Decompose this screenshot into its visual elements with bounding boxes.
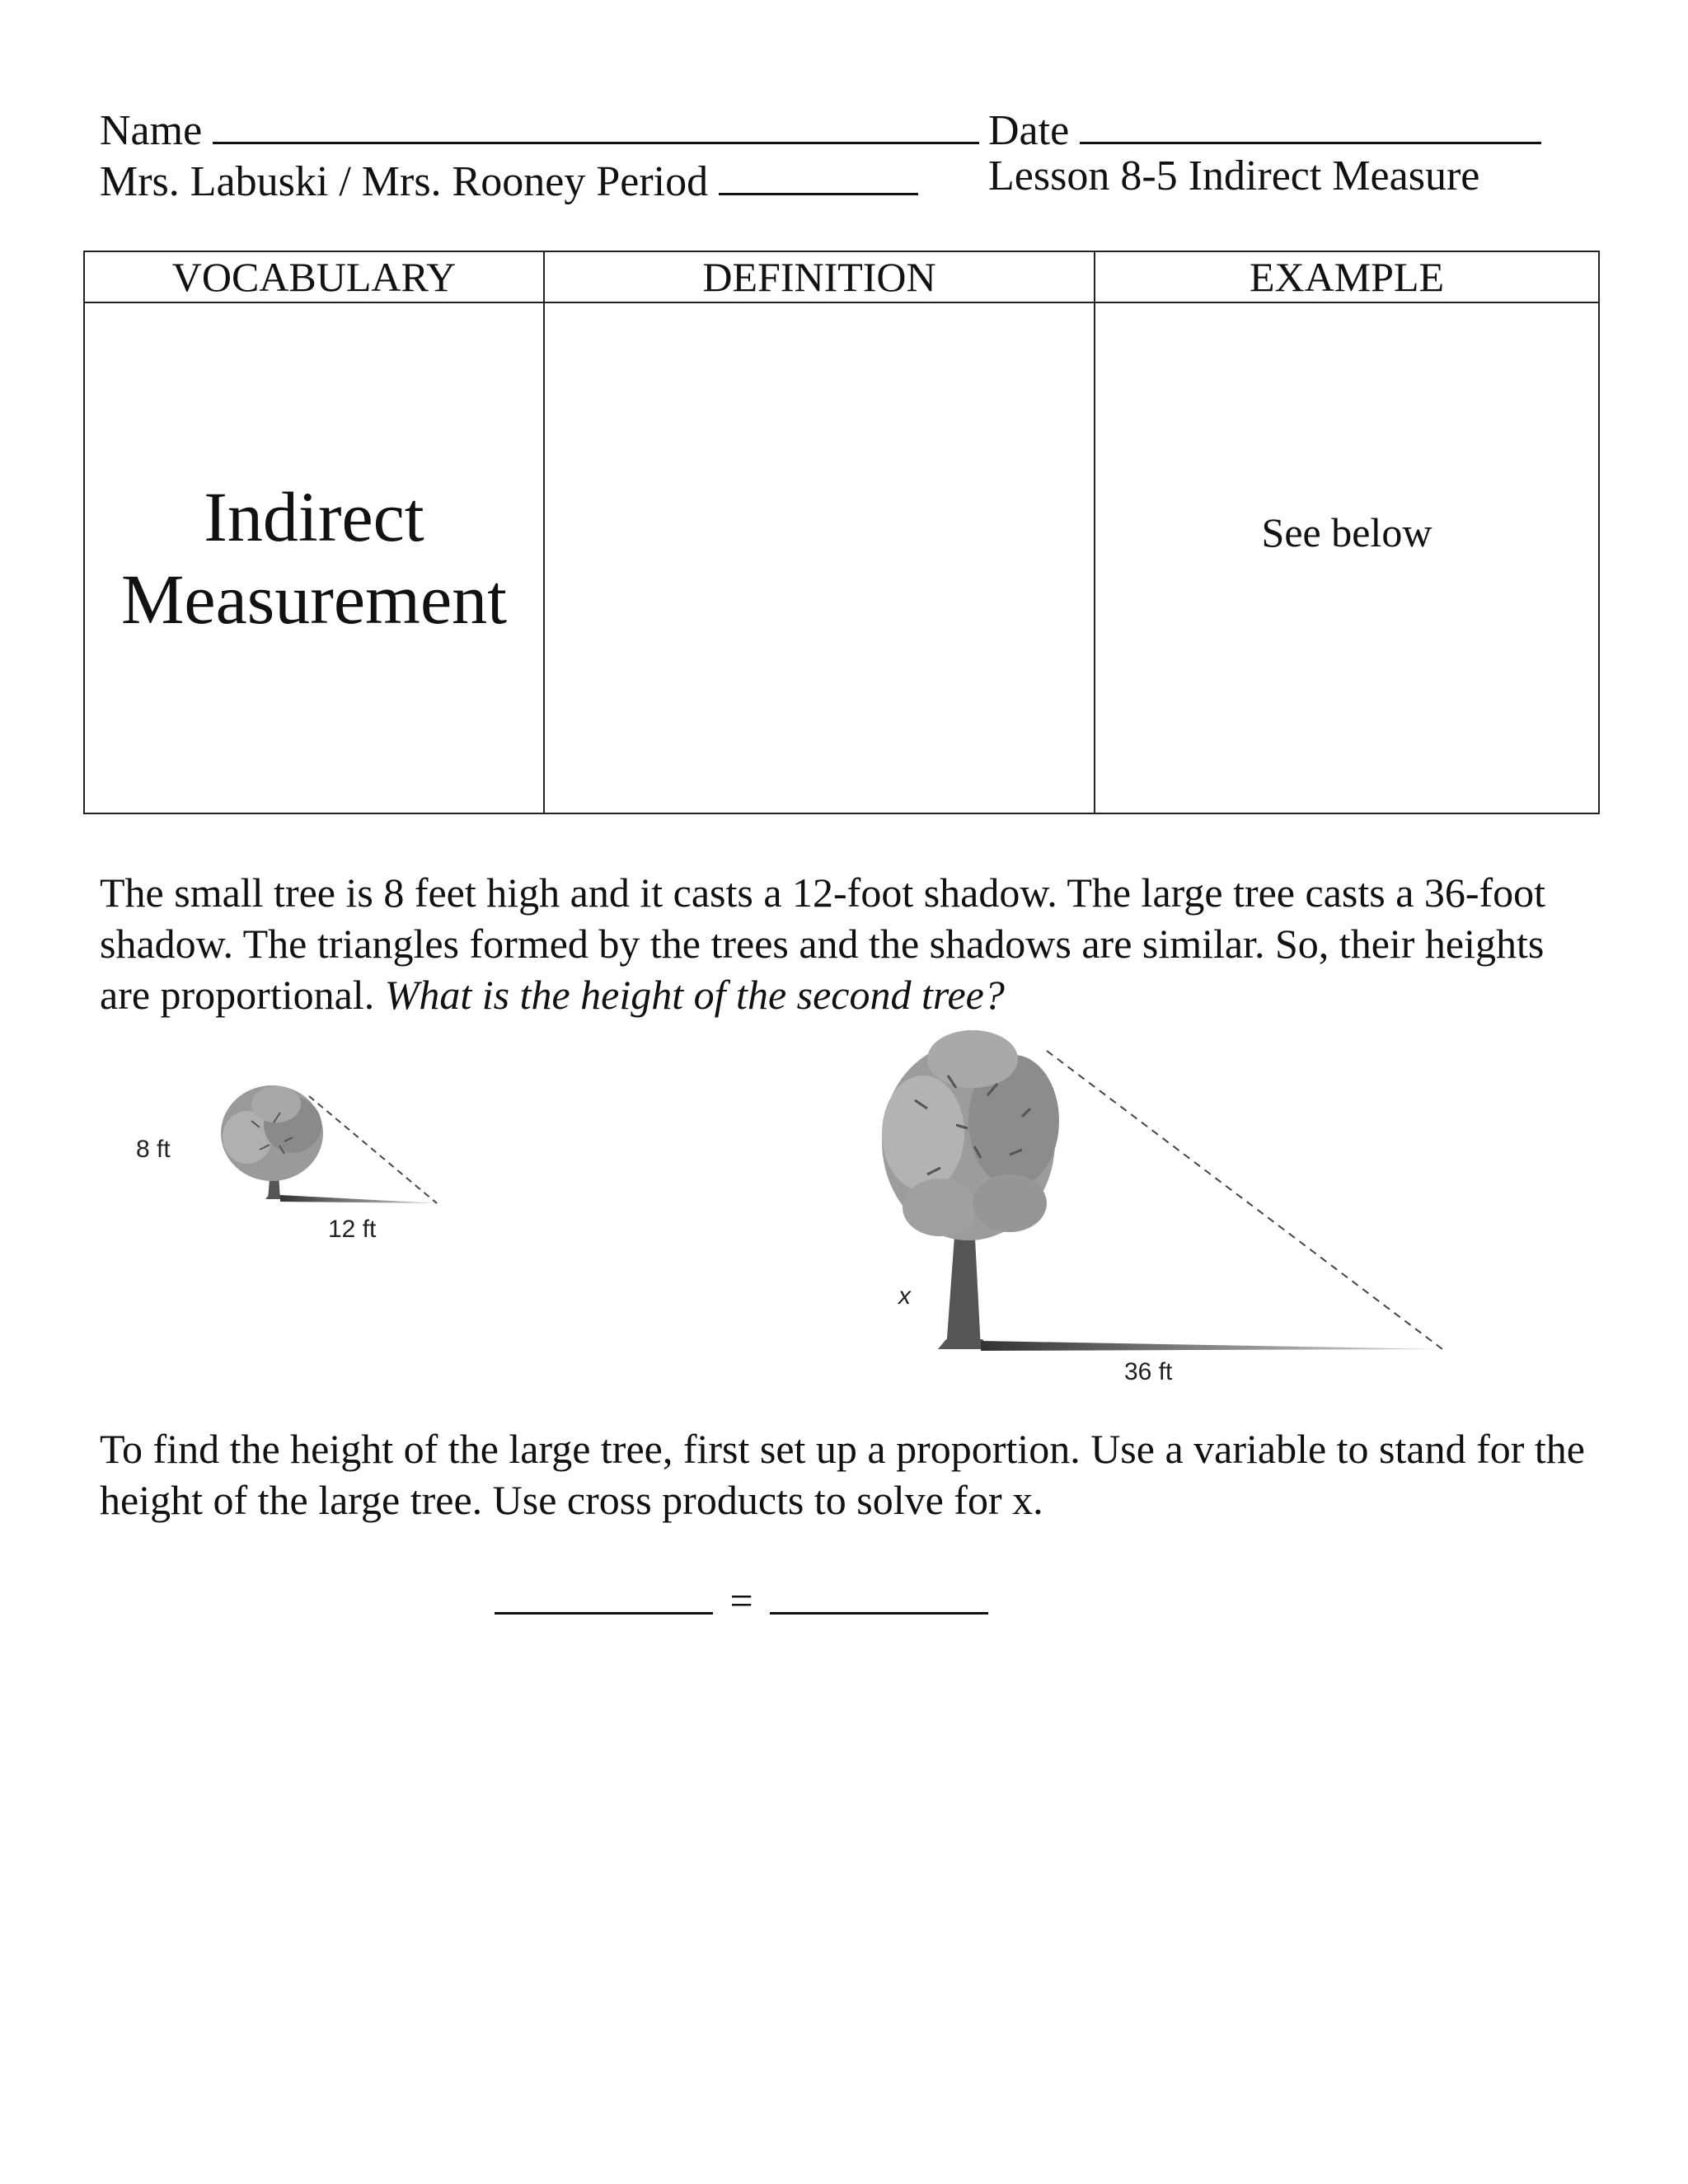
example-text: See below: [1261, 509, 1432, 555]
teacher-period-label: Mrs. Labuski / Mrs. Rooney Period: [100, 158, 709, 205]
date-line: [988, 104, 1541, 152]
table-row: [84, 302, 1599, 813]
example-cell: [1095, 302, 1599, 813]
date-label: Date: [988, 107, 1070, 154]
definition-cell[interactable]: [544, 302, 1095, 813]
equals-sign: =: [729, 1577, 753, 1624]
name-blank[interactable]: [213, 104, 979, 144]
teacher-period-line: [100, 155, 918, 204]
table-header-row: [84, 251, 1599, 302]
vocab-term-cell: [84, 302, 544, 813]
header-vocabulary: VOCABULARY: [84, 251, 544, 302]
small-tree-shadow: [280, 1195, 437, 1203]
large-tree-diagram: [849, 1026, 1475, 1356]
problem-text: The small tree is 8 feet high and it casts a 12-foot shadow. The large tree casts a 36-foot shadow. The triangles formed by the trees and the shadows are similar. So, their heights are proportional.: [100, 869, 1546, 1018]
problem-question: What is the height of the second tree?: [384, 972, 1005, 1018]
proportion-equation: [495, 1574, 988, 1624]
header-definition: DEFINITION: [544, 251, 1095, 302]
period-blank[interactable]: [719, 155, 918, 195]
large-shadow-label: 36 ft: [1124, 1358, 1173, 1385]
lesson-title: Lesson 8-5 Indirect Measure: [988, 152, 1480, 199]
vocabulary-table: [83, 251, 1600, 814]
proportion-right-blank[interactable]: [770, 1574, 988, 1615]
large-tree-sight-line: [1047, 1051, 1442, 1349]
problem-paragraph: [100, 867, 1600, 1020]
proportion-left-blank[interactable]: [495, 1574, 713, 1615]
small-tree-diagram: [115, 1071, 462, 1261]
date-blank[interactable]: [1080, 104, 1541, 144]
instructions-paragraph: To find the height of the large tree, first set up a proportion. Use a variable to stand for the height of the large tree. Use cross products to solve for x.: [100, 1426, 1585, 1523]
vocab-term-line1: Indirect: [204, 477, 424, 556]
small-height-label: 8 ft: [136, 1136, 171, 1163]
name-label: Name: [100, 107, 203, 154]
small-tree-sight-line: [309, 1096, 437, 1203]
large-tree-shadow: [981, 1341, 1442, 1351]
large-height-label: x: [898, 1282, 911, 1310]
small-shadow-label: 12 ft: [328, 1216, 377, 1243]
name-line: [100, 104, 979, 152]
small-tree-icon: [221, 1085, 323, 1199]
header-example: EXAMPLE: [1095, 251, 1599, 302]
vocab-term-line2: Measurement: [120, 560, 508, 639]
